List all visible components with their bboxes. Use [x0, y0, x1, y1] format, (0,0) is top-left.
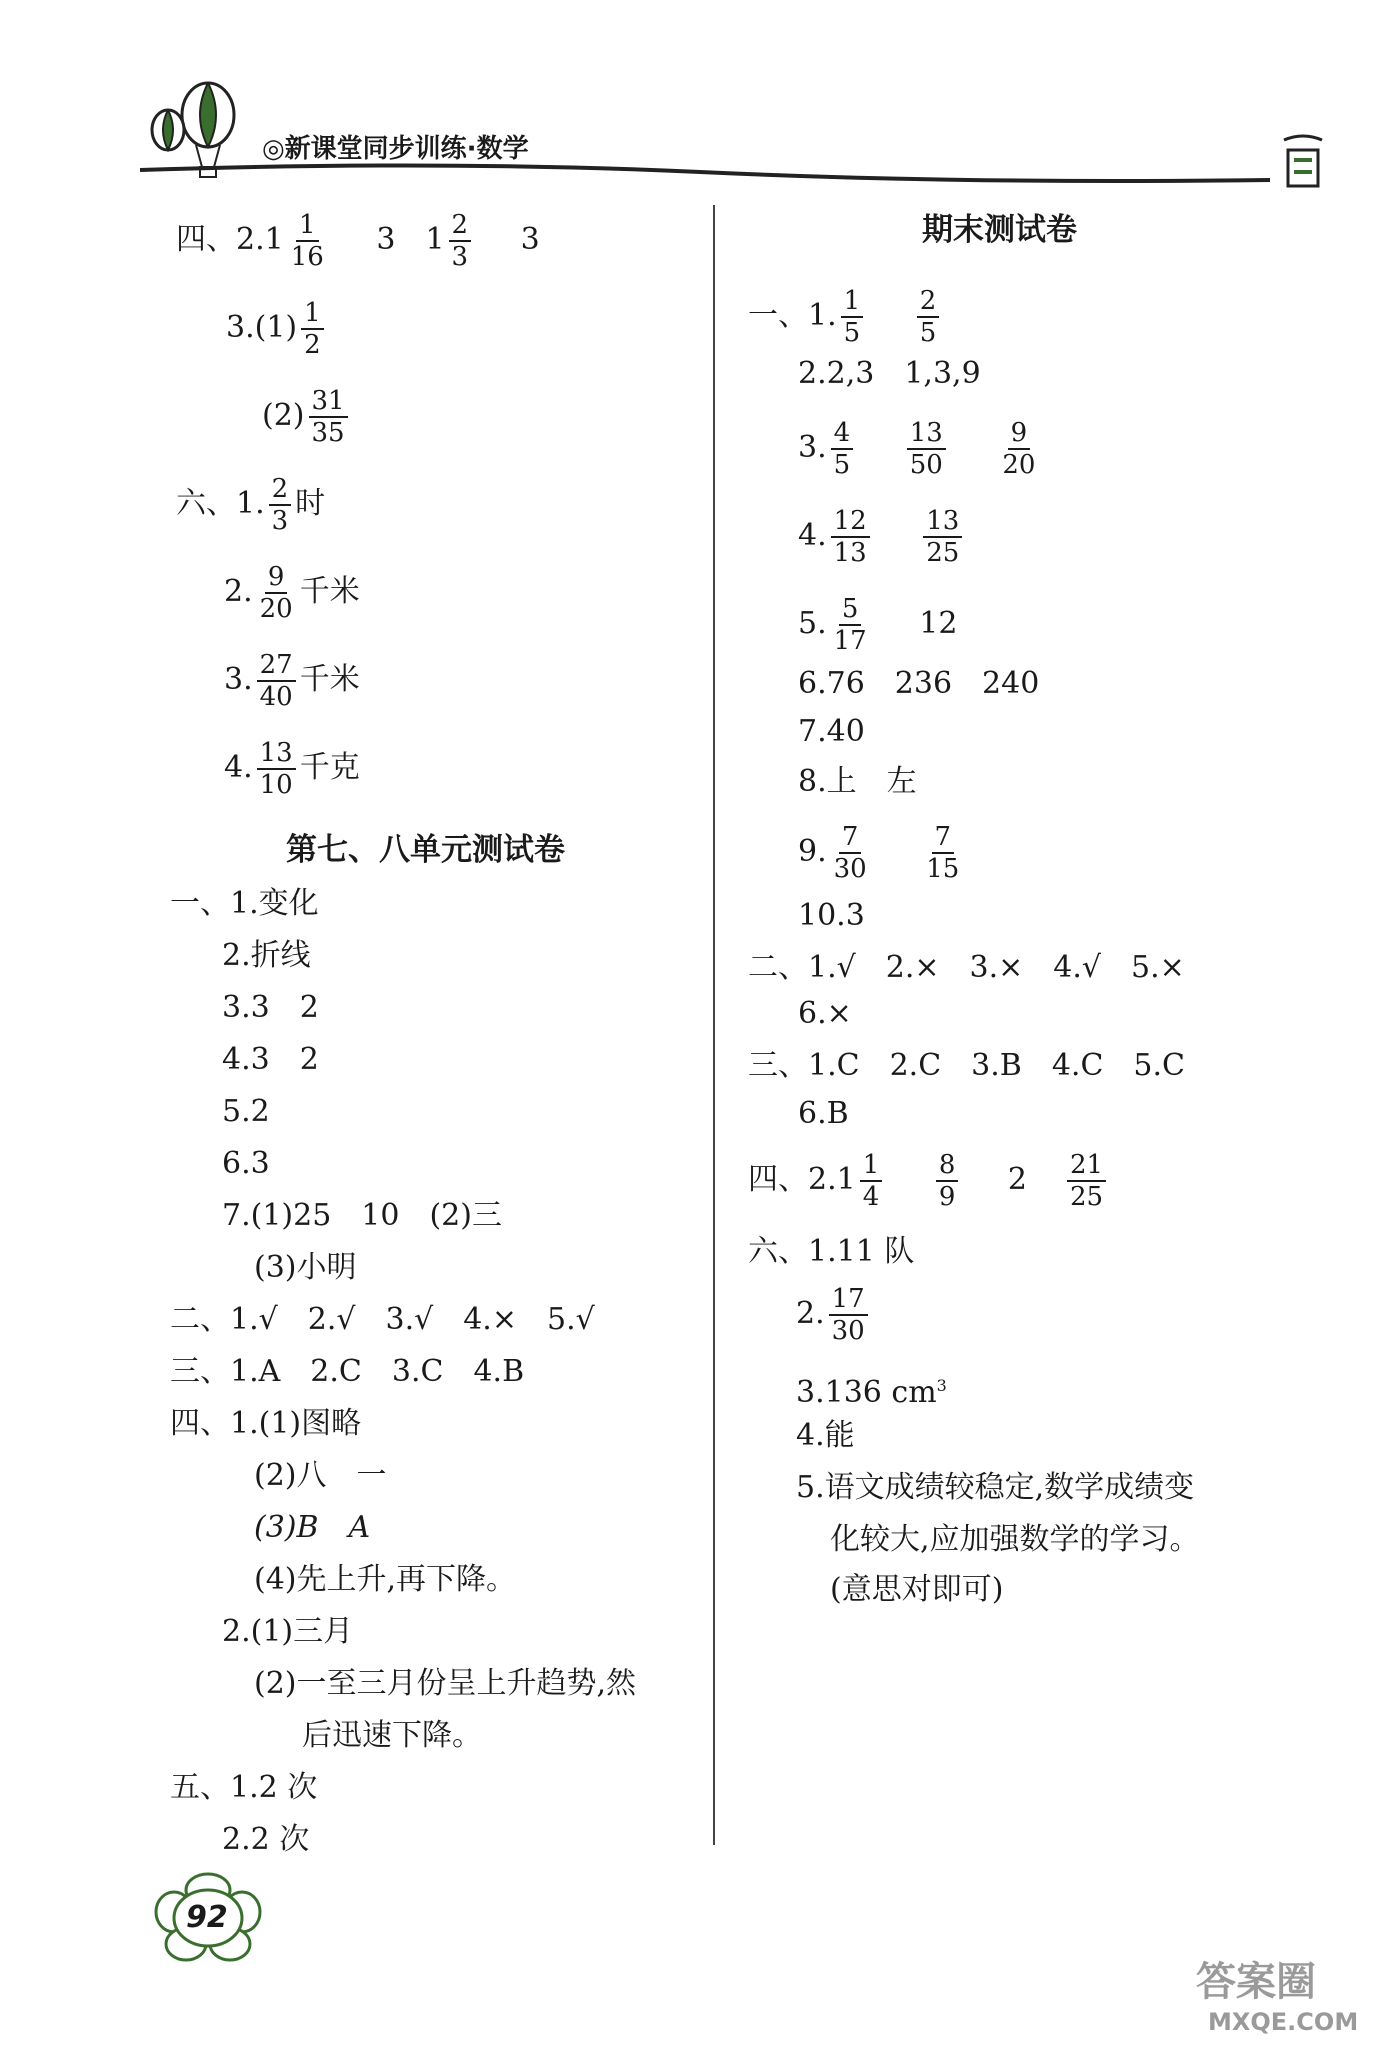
left-line-6: 6.3 — [222, 1146, 270, 1181]
left-line-18: 五、1.2 次 — [170, 1770, 318, 1805]
right-san-2: 6.B — [798, 1096, 849, 1131]
superscript-three: 3 — [936, 1376, 947, 1395]
left-line-1: 一、1.变化 — [170, 886, 319, 921]
left-line-5: 5.2 — [222, 1094, 270, 1129]
left-si-2: 四、2.1 $\frac{1}{16}$ 3 1 $\frac{2}{3}$ 3 — [176, 210, 540, 272]
left-line-4: 4.3 2 — [222, 1042, 319, 1077]
left-line-3: 3.3 2 — [222, 990, 319, 1025]
right-yi-7: 7.40 — [798, 714, 865, 749]
right-yi-2: 2.2,3 1,3,9 — [798, 356, 981, 391]
left-liu-4: 4. $\frac{13}{10}$ 千克 — [224, 738, 360, 800]
right-liu-2: 2. $\frac{17}{30}$ — [796, 1284, 872, 1346]
left-line-2: 2.折线 — [222, 938, 311, 973]
header-corner-ornament-icon — [1278, 130, 1328, 196]
left-line-10: 三、1.A 2.C 3.C 4.B — [170, 1354, 525, 1389]
left-line-19: 2.2 次 — [222, 1822, 310, 1857]
right-yi-8: 8.上 左 — [798, 764, 917, 799]
left-line-13: (3)B A — [254, 1510, 371, 1545]
right-er-2: 6.× — [798, 996, 852, 1031]
right-yi-1: 一、1. $\frac{1}{5}$ $\frac{2}{5}$ — [748, 286, 943, 348]
right-liu-5b: 化较大,应加强数学的学习。 — [830, 1522, 1200, 1557]
right-san-1: 三、1.C 2.C 3.B 4.C 5.C — [748, 1048, 1185, 1083]
right-yi-9: 9. $\frac{7}{30}$ $\frac{7}{15}$ — [798, 822, 960, 884]
right-liu-5c: (意思对即可) — [830, 1572, 1004, 1607]
right-liu-5a: 5.语文成绩较稳定,数学成绩变 — [796, 1470, 1195, 1505]
right-yi-6: 6.76 236 240 — [798, 666, 1040, 701]
page-number: 92 — [186, 1900, 228, 1935]
right-er-1: 二、1.√ 2.× 3.× 4.√ 5.× — [748, 950, 1185, 985]
left-liu-2: 2. $\frac{9}{20}$ 千米 — [224, 562, 360, 624]
column-divider — [713, 205, 715, 1845]
left-si-3-2: (2) $\frac{31}{35}$ — [262, 386, 352, 448]
right-yi-5: 5. $\frac{5}{17}$ 12 — [798, 594, 958, 656]
left-line-8: (3)小明 — [254, 1250, 357, 1285]
left-line-7: 7.(1)25 10 (2)三 — [222, 1198, 502, 1233]
left-si-3-1: 3.(1) $\frac{1}{2}$ — [226, 298, 328, 360]
left-section-title: 第七、八单元测试卷 — [286, 832, 565, 868]
header-title: ◎新课堂同步训练·数学 — [262, 134, 529, 164]
left-line-16: (2)一至三月份呈上升趋势,然 — [254, 1666, 637, 1701]
watermark-url: MXQE.COM — [1208, 2008, 1359, 2036]
left-liu-3: 3. $\frac{27}{40}$ 千米 — [224, 650, 360, 712]
right-liu-1: 六、1.11 队 — [748, 1234, 915, 1269]
left-line-14: (4)先上升,再下降。 — [254, 1562, 517, 1597]
header-decorative-line — [140, 160, 1320, 200]
right-yi-10: 10.3 — [798, 898, 865, 933]
left-liu-1: 六、1. $\frac{2}{3}$ 时 — [176, 474, 326, 536]
left-line-11: 四、1.(1)图略 — [170, 1406, 362, 1441]
right-si-2: 四、2.1 $\frac{1}{4}$ $\frac{8}{9}$ 2 $\frac{21}{25}$ — [748, 1150, 1110, 1212]
left-line-12: (2)八 一 — [254, 1458, 387, 1493]
left-line-15: 2.(1)三月 — [222, 1614, 354, 1649]
watermark-logo: 答案圈 — [1196, 1959, 1316, 2005]
left-line-17: 后迅速下降。 — [302, 1718, 482, 1753]
right-yi-3: 3. $\frac{4}{5}$ $\frac{13}{50}$ $\frac{9}{20}$ — [798, 418, 1036, 480]
right-yi-4: 4. $\frac{12}{13}$ $\frac{13}{25}$ — [798, 506, 966, 568]
right-liu-4: 4.能 — [796, 1418, 855, 1453]
right-section-title: 期末测试卷 — [922, 212, 1077, 248]
right-liu-3: 3.136 $cm^3$ — [796, 1375, 947, 1410]
left-line-9: 二、1.√ 2.√ 3.√ 4.× 5.√ — [170, 1302, 595, 1337]
